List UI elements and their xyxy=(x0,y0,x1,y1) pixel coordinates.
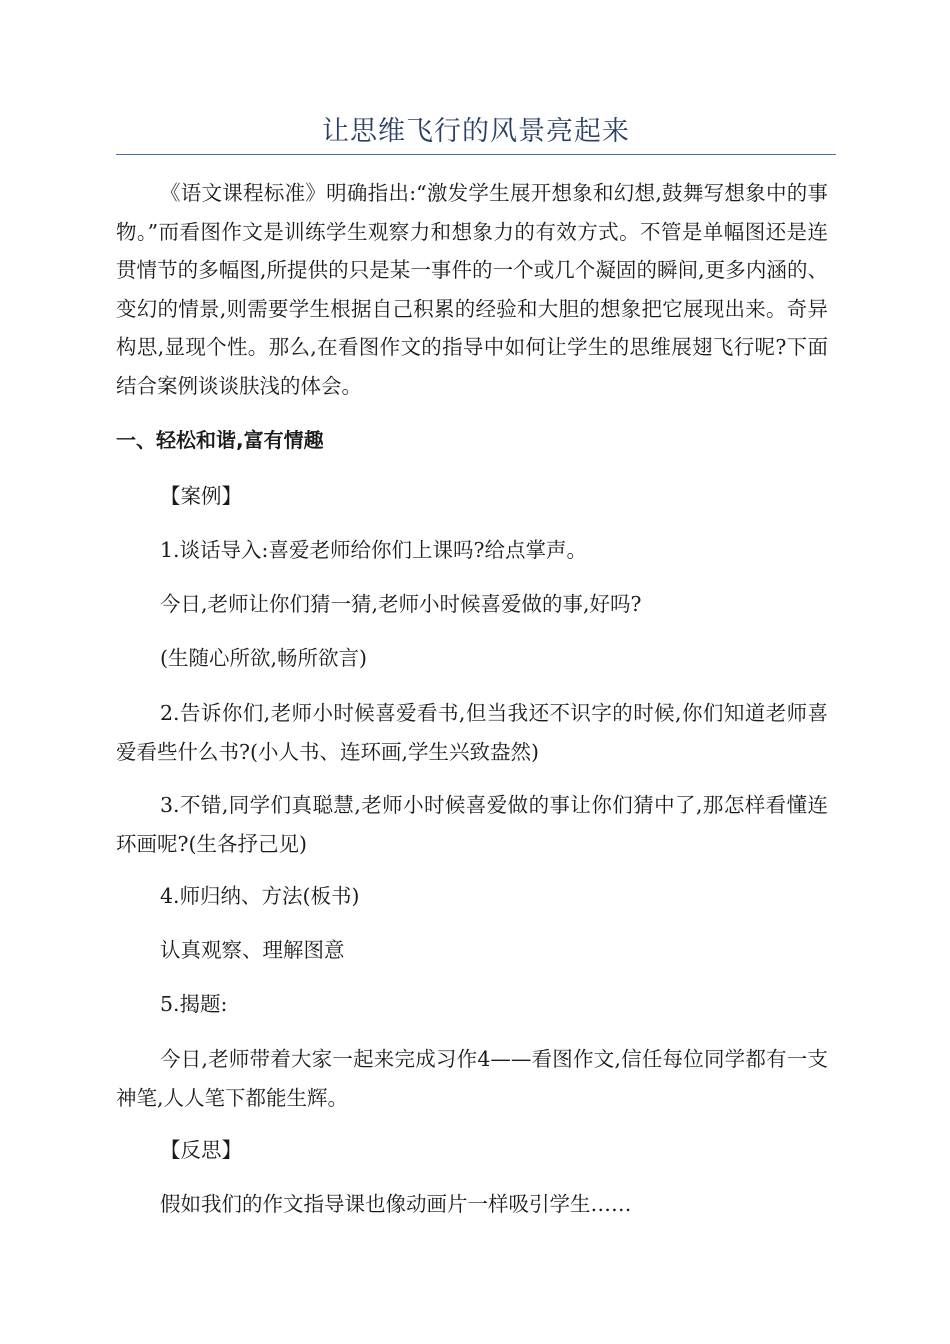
step-3: 3.不错,同学们真聪慧,老师小时候喜爱做的事让你们猜中了,那怎样看懂连环画呢?(生各抒己见) xyxy=(116,793,828,856)
title-underline xyxy=(116,154,836,155)
intro-paragraph: 《语文课程标准》明确指出:“激发学生展开想象和幻想,鼓舞写想象中的事物。”而看图作文是训练学生观察力和想象力的有效方式。不管是单幅图还是连贯情节的多幅图,所提供的只是某一事件的一个或几个凝固的瞬间,更多内涵的、变幻的情景,则需要学生根据自己积累的经验和大胆的想象把它展现出来。奇异构思,显现个性。那么,在看图作文的指导中如何让学生的思维展翅飞行呢?下面结合案例谈谈肤浅的体会。 xyxy=(116,181,828,398)
step-2: 2.告诉你们,老师小时候喜爱看书,但当我还不识字的时候,你们知道老师喜爱看些什么书?(小人书、连环画,学生兴致盎然) xyxy=(116,701,828,764)
step-1-line-2: 今日,老师让你们猜一猜,老师小时候喜爱做的事,好吗? xyxy=(160,592,642,616)
section-heading: 一、轻松和谐,富有情趣 xyxy=(116,428,324,452)
reflection-label: 【反思】 xyxy=(160,1138,242,1162)
step-5: 5.揭题: xyxy=(160,992,228,1016)
reflection-text: 假如我们的作文指导课也像动画片一样吸引学生…… xyxy=(160,1192,632,1216)
document-title: 让思维飞行的风景亮起来 xyxy=(322,116,630,147)
step-4-line-2: 认真观察、理解图意 xyxy=(160,938,345,962)
step-5-line-2: 今日,老师带着大家一起来完成习作4——看图作文,信任每位同学都有一支神笔,人人笔下都能生辉。 xyxy=(116,1047,828,1110)
step-4: 4.师归纳、方法(板书) xyxy=(160,884,360,908)
step-1: 1.谈话导入:喜爱老师给你们上课吗?给点掌声。 xyxy=(160,538,587,562)
step-1-line-3: (生随心所欲,畅所欲言) xyxy=(160,646,368,670)
case-label: 【案例】 xyxy=(160,484,242,508)
